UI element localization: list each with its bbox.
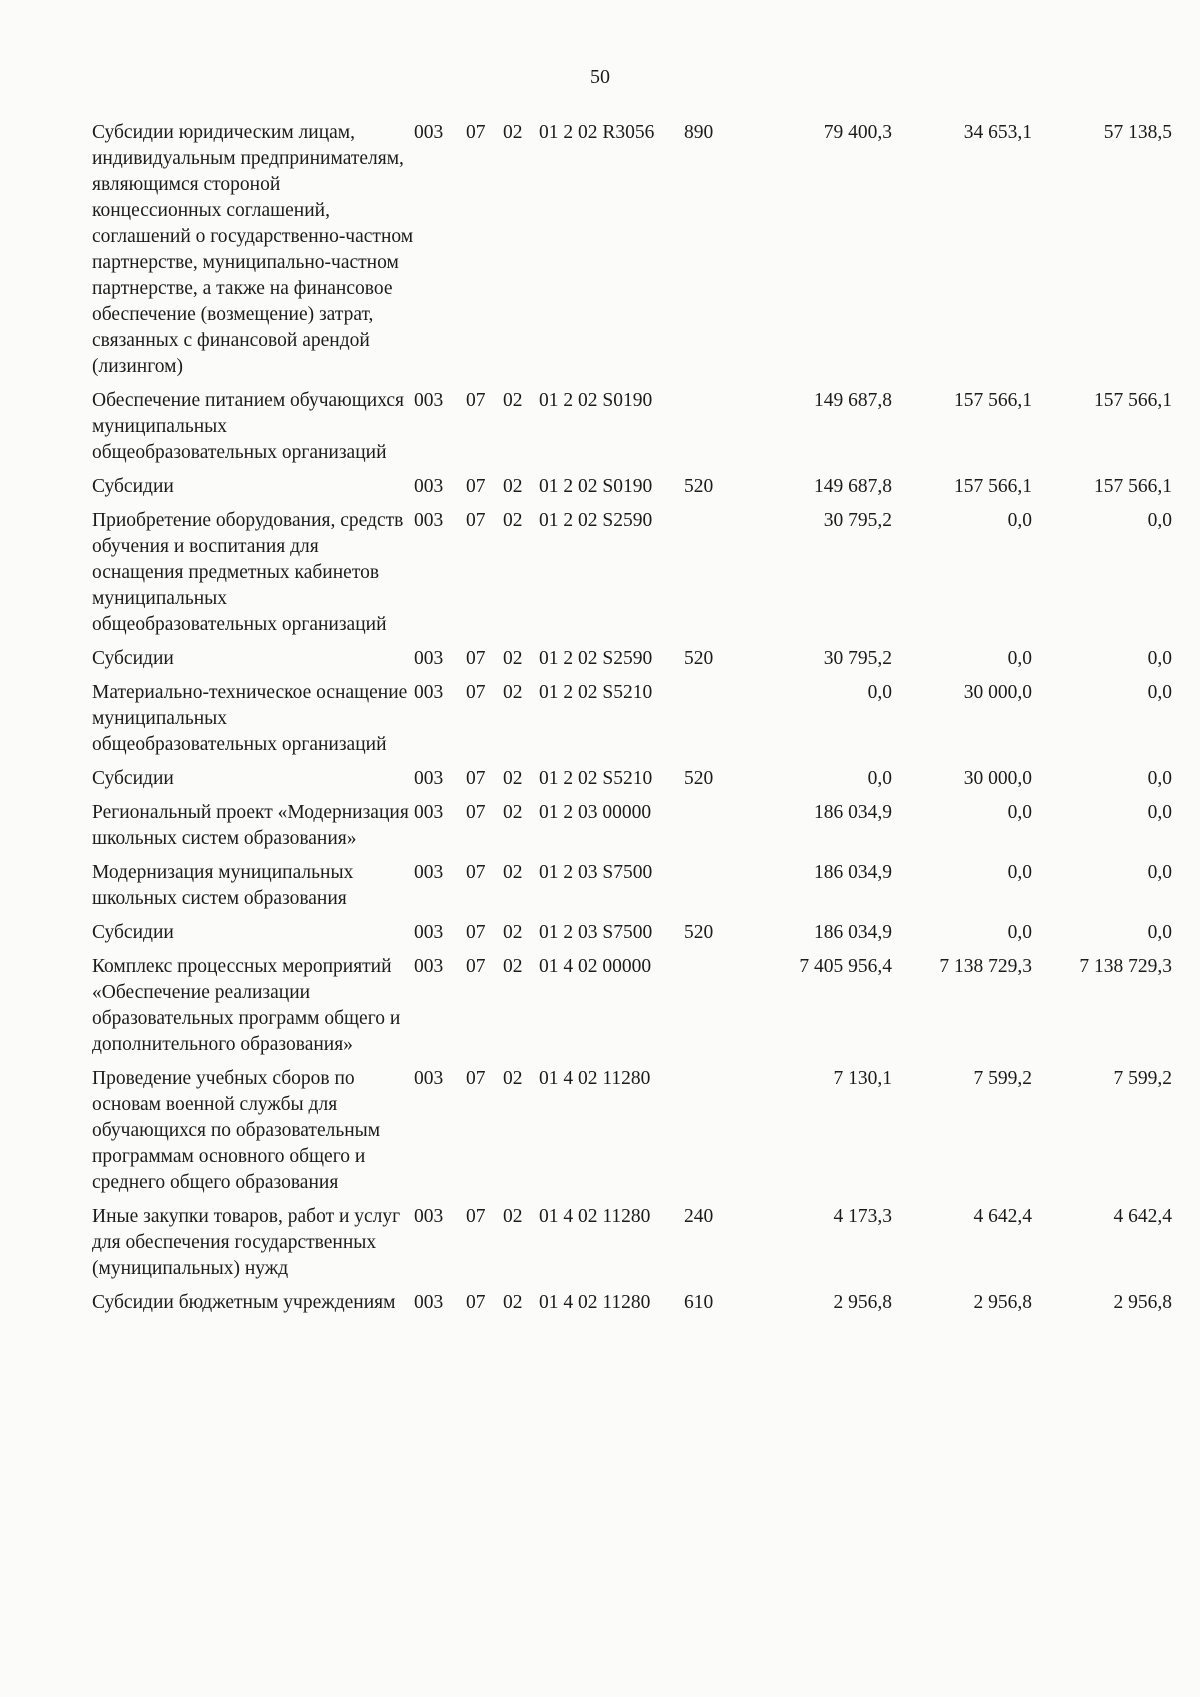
row-target-article-code: 01 2 02 S0190 (539, 390, 653, 411)
row-amount-year-1: 186 034,9 (814, 922, 892, 943)
row-amount-year-3: 0,0 (1147, 510, 1172, 531)
row-section-code: 07 (466, 122, 486, 143)
table-row (92, 954, 1172, 1058)
row-amount-year-2: 157 566,1 (954, 476, 1032, 497)
row-name: Комплекс процессных мероприятий «Обеспечение реализации образовательных программ общего и дополнительного образования» (92, 956, 401, 1055)
row-subsection-code: 02 (503, 862, 523, 883)
row-department-code: 003 (414, 862, 444, 883)
row-name: Материально-техническое оснащение муниципальных общеобразовательных организаций (92, 682, 408, 755)
row-name: Проведение учебных сборов по основам военной службы для обучающихся по образовательным программам основного общего и среднего общего образования (92, 1068, 381, 1193)
row-target-article-code: 01 2 02 S0190 (539, 476, 653, 497)
row-amount-year-3: 157 566,1 (1094, 390, 1172, 411)
row-target-article-code: 01 4 02 11280 (539, 1206, 651, 1227)
row-name: Модернизация муниципальных школьных систем образования (92, 862, 354, 909)
row-amount-year-1: 7 130,1 (833, 1068, 892, 1089)
row-amount-year-2: 7 138 729,3 (939, 956, 1032, 977)
table-row (92, 646, 1172, 672)
table-row (92, 766, 1172, 792)
row-amount-year-1: 4 173,3 (833, 1206, 892, 1227)
row-target-article-code: 01 2 03 S7500 (539, 922, 653, 943)
row-amount-year-2: 4 642,4 (973, 1206, 1032, 1227)
row-amount-year-2: 0,0 (1007, 648, 1032, 669)
row-amount-year-2: 0,0 (1007, 922, 1032, 943)
row-target-article-code: 01 2 02 S5210 (539, 682, 653, 703)
row-name: Субсидии (92, 922, 174, 943)
row-department-code: 003 (414, 682, 444, 703)
table-row (92, 680, 1172, 758)
row-section-code: 07 (466, 956, 486, 977)
row-amount-year-3: 4 642,4 (1113, 1206, 1172, 1227)
row-department-code: 003 (414, 802, 444, 823)
row-amount-year-3: 0,0 (1147, 922, 1172, 943)
row-amount-year-3: 157 566,1 (1094, 476, 1172, 497)
row-name: Региональный проект «Модернизация школьных систем образования» (92, 802, 409, 849)
row-expense-type-code: 520 (684, 768, 714, 789)
row-amount-year-3: 2 956,8 (1113, 1292, 1172, 1313)
row-section-code: 07 (466, 1068, 486, 1089)
row-department-code: 003 (414, 648, 444, 669)
row-name: Приобретение оборудования, средств обучения и воспитания для оснащения предметных кабинетов муниципальных общеобразовательных организаций (92, 510, 404, 635)
row-name: Субсидии (92, 476, 174, 497)
row-department-code: 003 (414, 922, 444, 943)
row-target-article-code: 01 2 02 S5210 (539, 768, 653, 789)
row-target-article-code: 01 2 02 R3056 (539, 122, 655, 143)
row-expense-type-code: 520 (684, 648, 714, 669)
row-amount-year-1: 0,0 (867, 768, 892, 789)
row-amount-year-1: 149 687,8 (814, 476, 892, 497)
row-amount-year-1: 149 687,8 (814, 390, 892, 411)
row-department-code: 003 (414, 1206, 444, 1227)
row-section-code: 07 (466, 648, 486, 669)
row-amount-year-1: 0,0 (867, 682, 892, 703)
row-amount-year-2: 2 956,8 (973, 1292, 1032, 1313)
row-amount-year-3: 57 138,5 (1103, 122, 1172, 143)
table-row (92, 1290, 1172, 1316)
row-subsection-code: 02 (503, 1292, 523, 1313)
row-amount-year-2: 0,0 (1007, 862, 1032, 883)
page-number: 50 (590, 66, 610, 88)
row-amount-year-1: 186 034,9 (814, 802, 892, 823)
row-department-code: 003 (414, 122, 444, 143)
row-subsection-code: 02 (503, 956, 523, 977)
row-name: Субсидии (92, 648, 174, 669)
row-department-code: 003 (414, 390, 444, 411)
row-section-code: 07 (466, 510, 486, 531)
row-subsection-code: 02 (503, 390, 523, 411)
row-amount-year-2: 30 000,0 (963, 768, 1032, 789)
table-row (92, 388, 1172, 466)
row-amount-year-2: 157 566,1 (954, 390, 1032, 411)
row-subsection-code: 02 (503, 682, 523, 703)
row-subsection-code: 02 (503, 768, 523, 789)
budget-table (92, 120, 1172, 1324)
row-target-article-code: 01 2 02 S2590 (539, 510, 653, 531)
table-row (92, 1066, 1172, 1196)
row-department-code: 003 (414, 768, 444, 789)
row-amount-year-1: 79 400,3 (823, 122, 892, 143)
row-amount-year-2: 34 653,1 (963, 122, 1032, 143)
table-row (92, 920, 1172, 946)
row-subsection-code: 02 (503, 1068, 523, 1089)
row-department-code: 003 (414, 1068, 444, 1089)
row-amount-year-3: 7 138 729,3 (1079, 956, 1172, 977)
row-department-code: 003 (414, 476, 444, 497)
row-amount-year-3: 0,0 (1147, 648, 1172, 669)
row-section-code: 07 (466, 476, 486, 497)
row-subsection-code: 02 (503, 122, 523, 143)
row-department-code: 003 (414, 956, 444, 977)
row-section-code: 07 (466, 682, 486, 703)
row-target-article-code: 01 4 02 11280 (539, 1068, 651, 1089)
row-expense-type-code: 520 (684, 922, 714, 943)
row-section-code: 07 (466, 922, 486, 943)
row-amount-year-1: 30 795,2 (823, 648, 892, 669)
row-target-article-code: 01 2 03 S7500 (539, 862, 653, 883)
row-subsection-code: 02 (503, 1206, 523, 1227)
row-section-code: 07 (466, 802, 486, 823)
table-row (92, 800, 1172, 852)
row-target-article-code: 01 4 02 00000 (539, 956, 652, 977)
row-department-code: 003 (414, 510, 444, 531)
row-amount-year-3: 7 599,2 (1113, 1068, 1172, 1089)
table-row (92, 1204, 1172, 1282)
row-amount-year-3: 0,0 (1147, 682, 1172, 703)
row-section-code: 07 (466, 862, 486, 883)
row-amount-year-2: 0,0 (1007, 510, 1032, 531)
row-target-article-code: 01 4 02 11280 (539, 1292, 651, 1313)
row-subsection-code: 02 (503, 476, 523, 497)
row-amount-year-2: 7 599,2 (973, 1068, 1032, 1089)
row-name: Иные закупки товаров, работ и услуг для обеспечения государственных (муниципальных) нужд (92, 1206, 401, 1279)
row-amount-year-1: 30 795,2 (823, 510, 892, 531)
row-name: Субсидии (92, 768, 174, 789)
row-amount-year-3: 0,0 (1147, 862, 1172, 883)
row-section-code: 07 (466, 390, 486, 411)
row-amount-year-1: 7 405 956,4 (799, 956, 892, 977)
row-target-article-code: 01 2 03 00000 (539, 802, 652, 823)
row-amount-year-1: 186 034,9 (814, 862, 892, 883)
row-target-article-code: 01 2 02 S2590 (539, 648, 653, 669)
row-subsection-code: 02 (503, 802, 523, 823)
row-amount-year-1: 2 956,8 (833, 1292, 892, 1313)
row-expense-type-code: 520 (684, 476, 714, 497)
row-amount-year-3: 0,0 (1147, 768, 1172, 789)
table-row (92, 508, 1172, 638)
table-row (92, 120, 1172, 380)
row-subsection-code: 02 (503, 510, 523, 531)
row-section-code: 07 (466, 1292, 486, 1313)
row-expense-type-code: 240 (684, 1206, 714, 1227)
row-amount-year-2: 30 000,0 (963, 682, 1032, 703)
row-subsection-code: 02 (503, 648, 523, 669)
row-department-code: 003 (414, 1292, 444, 1313)
table-row (92, 860, 1172, 912)
row-amount-year-2: 0,0 (1007, 802, 1032, 823)
row-name: Субсидии бюджетным учреждениям (92, 1292, 396, 1313)
row-section-code: 07 (466, 1206, 486, 1227)
row-name: Субсидии юридическим лицам, индивидуальным предпринимателям, являющимся стороной концессионных соглашений, соглашений о государственно-частном партнерстве, муниципально-частном партнерстве, а также на финансовое обеспечение (возмещение) затрат, связанных с финансовой арендой (лизингом) (92, 122, 414, 377)
row-section-code: 07 (466, 768, 486, 789)
row-name: Обеспечение питанием обучающихся муниципальных общеобразовательных организаций (92, 390, 405, 463)
row-subsection-code: 02 (503, 922, 523, 943)
table-row (92, 474, 1172, 500)
row-amount-year-3: 0,0 (1147, 802, 1172, 823)
row-expense-type-code: 610 (684, 1292, 714, 1313)
row-expense-type-code: 890 (684, 122, 714, 143)
